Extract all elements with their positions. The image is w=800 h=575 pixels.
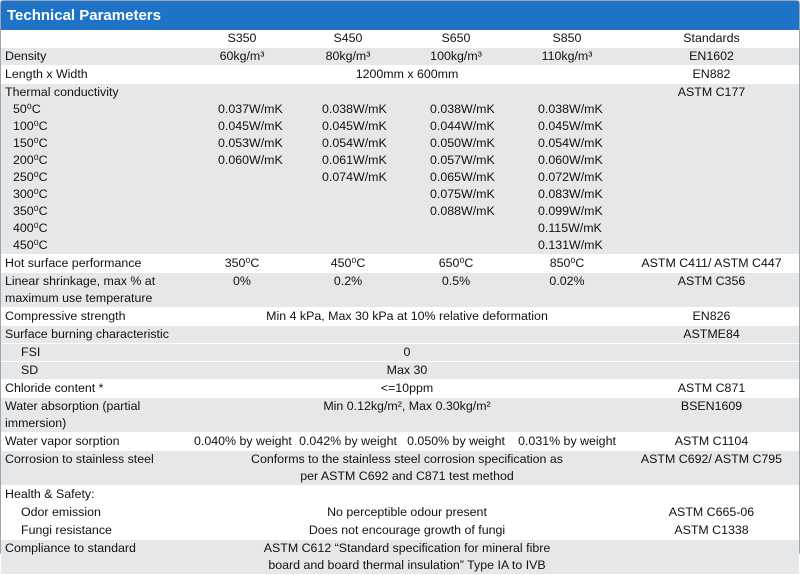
thermal-value-s850: 0.038W/mK xyxy=(538,102,603,116)
row-surface-burning xyxy=(1,326,799,344)
hot-surface-s650: 650⁰C xyxy=(402,255,510,273)
shrinkage-s650: 0.5% xyxy=(402,273,510,308)
thermal-value-s450: 0.038W/mK xyxy=(322,102,387,116)
vapor-s450: 0.042% by weight xyxy=(294,433,402,451)
thermal-temperature-label: 100⁰C xyxy=(13,119,48,133)
chloride-value: <=10ppm xyxy=(190,380,624,398)
vapor-s850: 0.031% by weight xyxy=(510,433,624,451)
thermal-value-s650: 0.044W/mK xyxy=(430,119,495,133)
density-s650: 100kg/m³ xyxy=(402,48,510,66)
row-fungi xyxy=(1,522,799,540)
compliance-value: ASTM C612 “Standard specification for mineral fibre board and board thermal insulation” Type IA to IVB xyxy=(190,540,624,575)
label-fungi: Fungi resistance xyxy=(1,522,190,540)
vapor-s650: 0.050% by weight xyxy=(402,433,510,451)
header-row xyxy=(1,30,799,48)
thermal-temperature-label: 400⁰C xyxy=(13,221,48,235)
thermal-temperature-label: 450⁰C xyxy=(13,238,48,252)
thermal-value-s850: 0.131W/mK xyxy=(538,238,603,252)
label-water-absorption: Water absorption (partial immersion) xyxy=(1,398,190,433)
thermal-value-s850: 0.060W/mK xyxy=(538,153,603,167)
thermal-value-s850: 0.115W/mK xyxy=(538,221,602,235)
density-standard: EN1602 xyxy=(624,48,799,66)
thermal-value-s450: 0.045W/mK xyxy=(322,119,387,133)
thermal-value-s350: 0.045W/mK xyxy=(218,119,283,133)
thermal-s650-cell xyxy=(402,84,510,255)
header-s850: S850 xyxy=(510,30,624,48)
corrosion-value: Conforms to the stainless steel corrosion specification as per ASTM C692 and C871 test method xyxy=(190,451,624,486)
panel-title: Technical Parameters xyxy=(1,1,799,30)
density-s450: 80kg/m³ xyxy=(294,48,402,66)
row-chloride xyxy=(1,380,799,398)
density-s350: 60kg/m³ xyxy=(190,48,294,66)
row-length-width xyxy=(1,66,799,84)
row-corrosion xyxy=(1,451,799,486)
label-length-width: Length x Width xyxy=(1,66,190,84)
label-hot-surface: Hot surface performance xyxy=(1,255,190,273)
thermal-temperature-label: 350⁰C xyxy=(13,204,48,218)
thermal-value-s650: 0.075W/mK xyxy=(430,187,495,201)
water-absorption-standard: BSEN1609 xyxy=(624,398,799,433)
thermal-value-s850: 0.083W/mK xyxy=(538,187,603,201)
row-hot-surface xyxy=(1,255,799,273)
label-health: Health & Safety: xyxy=(1,486,190,504)
thermal-temperature-label: 300⁰C xyxy=(13,187,48,201)
odor-standard: ASTM C665-06 xyxy=(624,504,799,522)
thermal-temperature-label: 200⁰C xyxy=(13,153,48,167)
header-s650: S650 xyxy=(402,30,510,48)
corrosion-standard: ASTM C692/ ASTM C795 xyxy=(624,451,799,486)
row-density xyxy=(1,48,799,66)
thermal-value-s650: 0.050W/mK xyxy=(430,136,495,150)
length-width-value: 1200mm x 600mm xyxy=(190,66,624,84)
label-odor: Odor emission xyxy=(1,504,190,522)
vapor-standard: ASTM C1104 xyxy=(624,433,799,451)
label-corrosion: Corrosion to stainless steel xyxy=(1,451,190,486)
thermal-value-s450: 0.074W/mK xyxy=(322,170,387,184)
hot-surface-s450: 450⁰C xyxy=(294,255,402,273)
thermal-temperature-label: 250⁰C xyxy=(13,170,48,184)
row-compressive-strength xyxy=(1,308,799,326)
label-chloride: Chloride content * xyxy=(1,380,190,398)
row-water-absorption xyxy=(1,398,799,433)
label-compressive: Compressive strength xyxy=(1,308,190,326)
label-thermal: Thermal conductivity xyxy=(5,85,119,99)
shrinkage-s350: 0% xyxy=(190,273,294,308)
row-linear-shrinkage xyxy=(1,273,799,308)
label-compliance: Compliance to standard xyxy=(1,540,190,575)
thermal-value-s850: 0.045W/mK xyxy=(538,119,603,133)
shrinkage-standard: ASTM C356 xyxy=(624,273,799,308)
thermal-value-s350: 0.060W/mK xyxy=(218,153,283,167)
compressive-value: Min 4 kPa, Max 30 kPa at 10% relative deformation xyxy=(190,308,624,326)
label-shrinkage: Linear shrinkage, max % at maximum use temperature xyxy=(1,273,190,308)
label-sd: SD xyxy=(1,362,190,380)
thermal-value-s650: 0.057W/mK xyxy=(430,153,495,167)
thermal-temperature-label: 50⁰C xyxy=(13,102,41,116)
thermal-value-s650: 0.065W/mK xyxy=(430,170,495,184)
hot-surface-s350: 350⁰C xyxy=(190,255,294,273)
odor-value: No perceptible odour present xyxy=(190,504,624,522)
label-fsi: FSI xyxy=(1,344,190,362)
hot-surface-standard: ASTM C411/ ASTM C447 xyxy=(624,255,799,273)
hot-surface-s850: 850⁰C xyxy=(510,255,624,273)
fungi-value: Does not encourage growth of fungi xyxy=(190,522,624,540)
thermal-standard: ASTM C177 xyxy=(624,84,799,255)
shrinkage-s450: 0.2% xyxy=(294,273,402,308)
chloride-standard: ASTM C871 xyxy=(624,380,799,398)
thermal-value-s350: 0.053W/mK xyxy=(218,136,283,150)
fungi-standard: ASTM C1338 xyxy=(624,522,799,540)
thermal-s450-cell xyxy=(294,84,402,255)
thermal-temperatures xyxy=(5,101,186,254)
header-standards: Standards xyxy=(624,30,799,48)
label-burning: Surface burning characteristic xyxy=(1,326,190,344)
header-s450: S450 xyxy=(294,30,402,48)
sd-value: Max 30 xyxy=(190,362,624,380)
burning-standard: ASTME84 xyxy=(624,326,799,344)
thermal-s350-cell xyxy=(190,84,294,255)
thermal-label-cell xyxy=(1,84,190,255)
row-health-safety xyxy=(1,486,799,504)
header-s350: S350 xyxy=(190,30,294,48)
parameters-table xyxy=(1,30,799,575)
shrinkage-s850: 0.02% xyxy=(510,273,624,308)
thermal-value-s650: 0.038W/mK xyxy=(430,102,495,116)
thermal-value-s850: 0.072W/mK xyxy=(538,170,603,184)
row-vapor-sorption xyxy=(1,433,799,451)
thermal-temperature-label: 150⁰C xyxy=(13,136,48,150)
row-odor xyxy=(1,504,799,522)
compressive-standard: EN826 xyxy=(624,308,799,326)
thermal-s850-cell xyxy=(510,84,624,255)
header-param xyxy=(1,30,190,48)
thermal-value-s350: 0.037W/mK xyxy=(218,102,283,116)
vapor-s350: 0.040% by weight xyxy=(190,433,294,451)
row-compliance xyxy=(1,540,799,575)
fsi-value: 0 xyxy=(190,344,624,362)
thermal-value-s450: 0.061W/mK xyxy=(322,153,387,167)
thermal-value-s650: 0.088W/mK xyxy=(430,204,495,218)
water-absorption-value: Min 0.12kg/m², Max 0.30kg/m² xyxy=(190,398,624,433)
thermal-value-s850: 0.054W/mK xyxy=(538,136,603,150)
thermal-value-s850: 0.099W/mK xyxy=(538,204,603,218)
row-thermal-conductivity xyxy=(1,84,799,255)
label-density: Density xyxy=(1,48,190,66)
density-s850: 110kg/m³ xyxy=(510,48,624,66)
row-fsi xyxy=(1,344,799,362)
thermal-value-s450: 0.054W/mK xyxy=(322,136,387,150)
row-sd xyxy=(1,362,799,380)
label-vapor: Water vapor sorption xyxy=(1,433,190,451)
length-width-standard: EN882 xyxy=(624,66,799,84)
